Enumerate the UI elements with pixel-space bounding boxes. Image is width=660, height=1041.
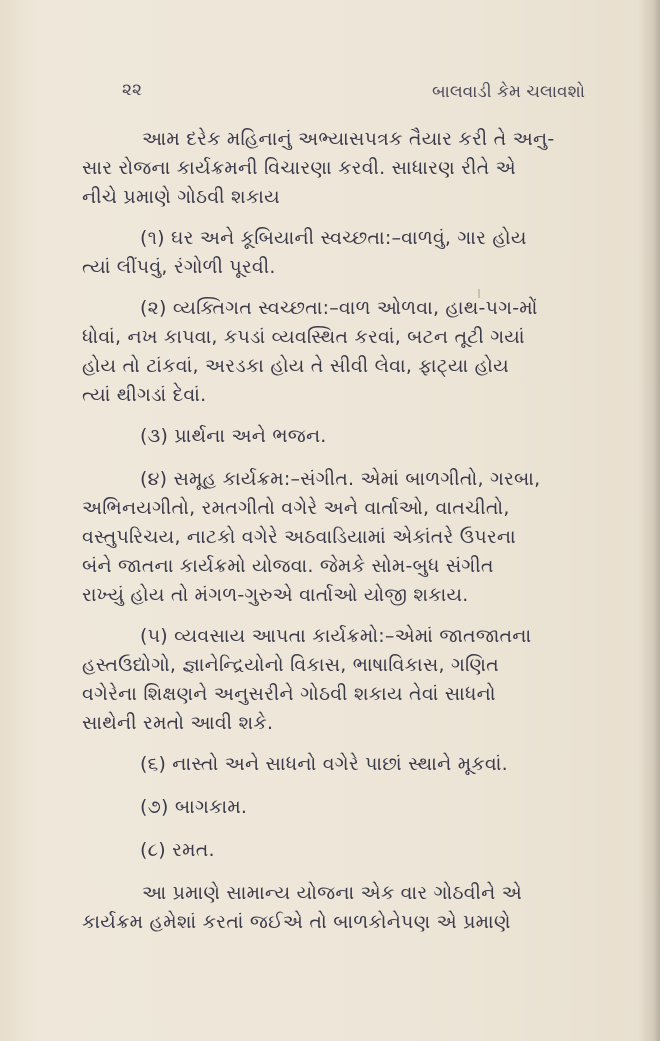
paragraph-intro xyxy=(82,125,634,212)
text-line: (૭) બાગકામ. xyxy=(140,796,248,818)
text-line: (૨) વ્યક્તિગત સ્વચ્છતા:–વાળ ઓળવા, હાથ-પગ-મોં xyxy=(140,297,538,319)
text-line: અભિનયગીતો, રમતગીતો વગેરે અને વાર્તાઓ, વાતચીતો, xyxy=(82,497,510,519)
text-line: કાર્યક્રમ હમેશાં કરતાં જઈએ તો બાળકોનેપણ એ પ્રમાણે xyxy=(82,911,511,933)
list-item-7 xyxy=(82,793,634,822)
text-line: વસ્તુપરિચય, નાટકો વગેરે અઠવાડિયામાં એકાંતરે ઉપરના xyxy=(82,526,516,548)
list-item-1 xyxy=(82,224,634,282)
text-line: (૩) પ્રાર્થના અને ભજન. xyxy=(140,425,327,447)
text-line: આમ દરેક મહિનાનું અભ્યાસપત્રક તૈયાર કરી તે અનુ- xyxy=(142,128,555,150)
text-line: ત્યાં લીંપવું, રંગોળી પૂરવી. xyxy=(82,256,276,278)
text-line: ત્યાં થીગડાં દેવાં. xyxy=(82,384,207,406)
page-body xyxy=(82,125,634,949)
list-item-8 xyxy=(82,836,634,865)
text-line: (૪) સમૂહ કાર્યક્રમ:–સંગીત. એમાં બાળગીતો, ગરબા, xyxy=(140,468,541,490)
list-item-4 xyxy=(82,465,634,610)
text-line: સાર રોજના કાર્યક્રમની વિચારણા કરવી. સાધારણ રીતે એ xyxy=(82,157,516,179)
text-line: ધોવાં, નખ કાપવા, કપડાં વ્યવસ્થિત કરવાં, બટન તૂટી ગયાં xyxy=(82,326,525,348)
list-item-2 xyxy=(82,294,634,410)
text-line: હસ્તઉદ્યોગો, જ્ઞાનેન્દ્રિયોનો વિકાસ, ભાષાવિકાસ, ગણિત xyxy=(82,654,499,676)
text-line: (૮) રમત. xyxy=(140,839,215,861)
text-line: હોય તો ટાંકવાં, અરડકા હોય તે સીવી લેવા, ફાટ્યા હોય xyxy=(82,355,509,377)
list-item-5 xyxy=(82,622,634,738)
list-item-3 xyxy=(82,422,634,451)
text-line: (૬) નાસ્તો અને સાધનો વગેરે પાછાં સ્થાને મૂકવાં. xyxy=(140,753,508,775)
text-line: આ પ્રમાણે સામાન્ય યોજના એક વાર ગોઠવીને એ xyxy=(142,882,523,904)
text-line: (૧) ઘર અને કૂબિયાની સ્વચ્છતા:–વાળવું, ગાર હોય xyxy=(140,227,527,249)
text-line: (૫) વ્યવસાય આપતા કાર્યક્રમો:–એમાં જાતજાતના xyxy=(140,625,532,647)
text-line: સાથેની રમતો આવી શકે. xyxy=(82,712,274,734)
text-line: બંને જાતના કાર્યક્રમો યોજવા. જેમકે સોમ-બુધ સંગીત xyxy=(82,555,494,577)
running-title: બાલવાડી કેમ ચલાવશો xyxy=(432,82,585,102)
page-number: ૨૨ xyxy=(122,80,142,100)
text-line: વગેરેના શિક્ષણને અનુસરીને ગોઠવી શકાય તેવાં સાધનો xyxy=(82,683,496,705)
list-item-6 xyxy=(82,750,634,779)
paragraph-closing xyxy=(82,879,634,937)
text-line: રાખ્યું હોય તો મંગળ-ગુરુએ વાર્તાઓ યોજી શકાય. xyxy=(82,584,469,606)
page-gutter-shadow xyxy=(638,0,660,1041)
text-line: નીચે પ્રમાણે ગોઠવી શકાય xyxy=(82,186,280,208)
